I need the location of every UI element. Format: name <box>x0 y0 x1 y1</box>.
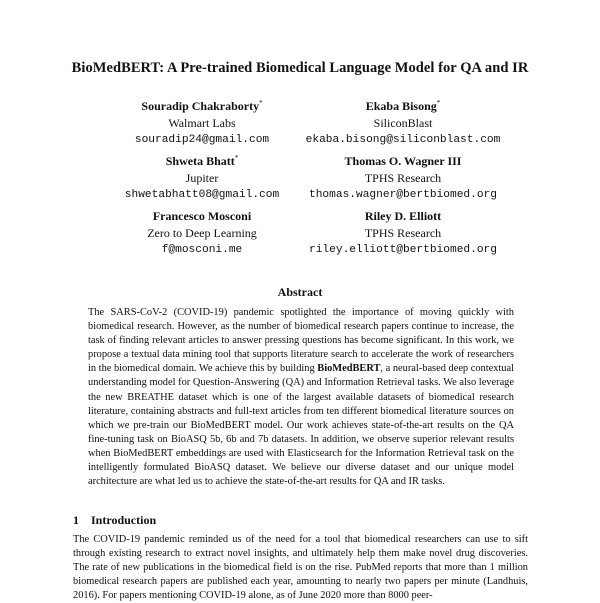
model-name: BioMedBERT <box>317 363 381 375</box>
author-affiliation: TPHS Research <box>364 226 442 240</box>
author-name: Riley D. Elliott <box>364 209 442 223</box>
author-email: thomas.wagner@bertbiomed.org <box>309 189 497 201</box>
introduction-text: The COVID-19 pandemic reminded us of the need for a tool that biomedical researchers can use to sift through existing research to extract novel insights, and ultimately help them make novel drug discoveries. The rate of new publications in the biomedical field is on the rise. PubMed reports that more than 1 million biomedical research papers are published each year, amounting to nearly two papers per minute (Landhuis, 2016). For papers mentioning COVID-19 alone, as of June 2020 more than 8000 peer- <box>73 534 528 602</box>
author-block <box>87 205 317 259</box>
author-affiliation: TPHS Research <box>364 171 442 185</box>
author-block <box>87 150 317 204</box>
author-email: f@mosconi.me <box>161 244 243 256</box>
author-affiliation: Zero to Deep Learning <box>147 226 257 240</box>
author-name: Francesco Mosconi <box>152 209 252 223</box>
author-email: riley.elliott@bertbiomed.org <box>309 244 497 256</box>
author-block <box>288 150 518 204</box>
author-name: Thomas O. Wagner III <box>344 154 462 168</box>
author-name: Shweta Bhatt* <box>165 154 239 168</box>
section-number: 1 <box>73 513 79 527</box>
author-email: shwetabhatt08@gmail.com <box>124 189 280 201</box>
author-affiliation: Jupiter <box>185 171 219 185</box>
author-block <box>87 95 317 149</box>
author-name: Souradip Chakraborty* <box>141 99 263 113</box>
author-affiliation: SiliconBlast <box>373 116 433 130</box>
author-block <box>288 205 518 259</box>
section-title: Introduction <box>91 513 157 527</box>
abstract-text: The SARS-CoV-2 (COVID-19) pandemic spotlighted the importance of moving quickly with biomedical research. However, as the number of biomedical research papers continue to increase, the task of finding relevant articles to answer pressing questions has become significant. In this work, we propose a textual data mining tool that supports literature search to accelerate the work of researchers in the biomedical domain. We achieve this by building BioMedBERT, a neural-based deep contextual understanding model for Question-Answering (QA) and Information Retrieval tasks. We also leverage the new BREATHE dataset which is one of the largest available datasets of biomedical research literature, containing abstracts and full-text articles from ten different biomedical literature sources on which we pre-train our BioMedBERT model. Our work achieves state-of-the-art results on the QA fine-tuning task on BioASQ 5b, 6b and 7b datasets. In addition, we observe superior relevant results when BioMedBERT embeddings are used with Elasticsearch for the Information Retrieval task on the intelligently formulated BioASQ dataset. We believe our diverse dataset and our unique model architecture are what led us to achieve the state-of-the-art results for QA and IR tasks. <box>88 307 515 488</box>
section-heading <box>73 513 156 528</box>
author-affiliation: Walmart Labs <box>168 116 236 130</box>
paper-title: BioMedBERT: A Pre-trained Biomedical Language Model for QA and IR <box>71 60 529 76</box>
author-email: ekaba.bisong@siliconblast.com <box>305 134 501 146</box>
author-email: souradip24@gmail.com <box>134 134 270 146</box>
author-name: Ekaba Bisong* <box>365 99 441 113</box>
abstract-heading: Abstract <box>277 285 323 299</box>
author-block <box>288 95 518 149</box>
